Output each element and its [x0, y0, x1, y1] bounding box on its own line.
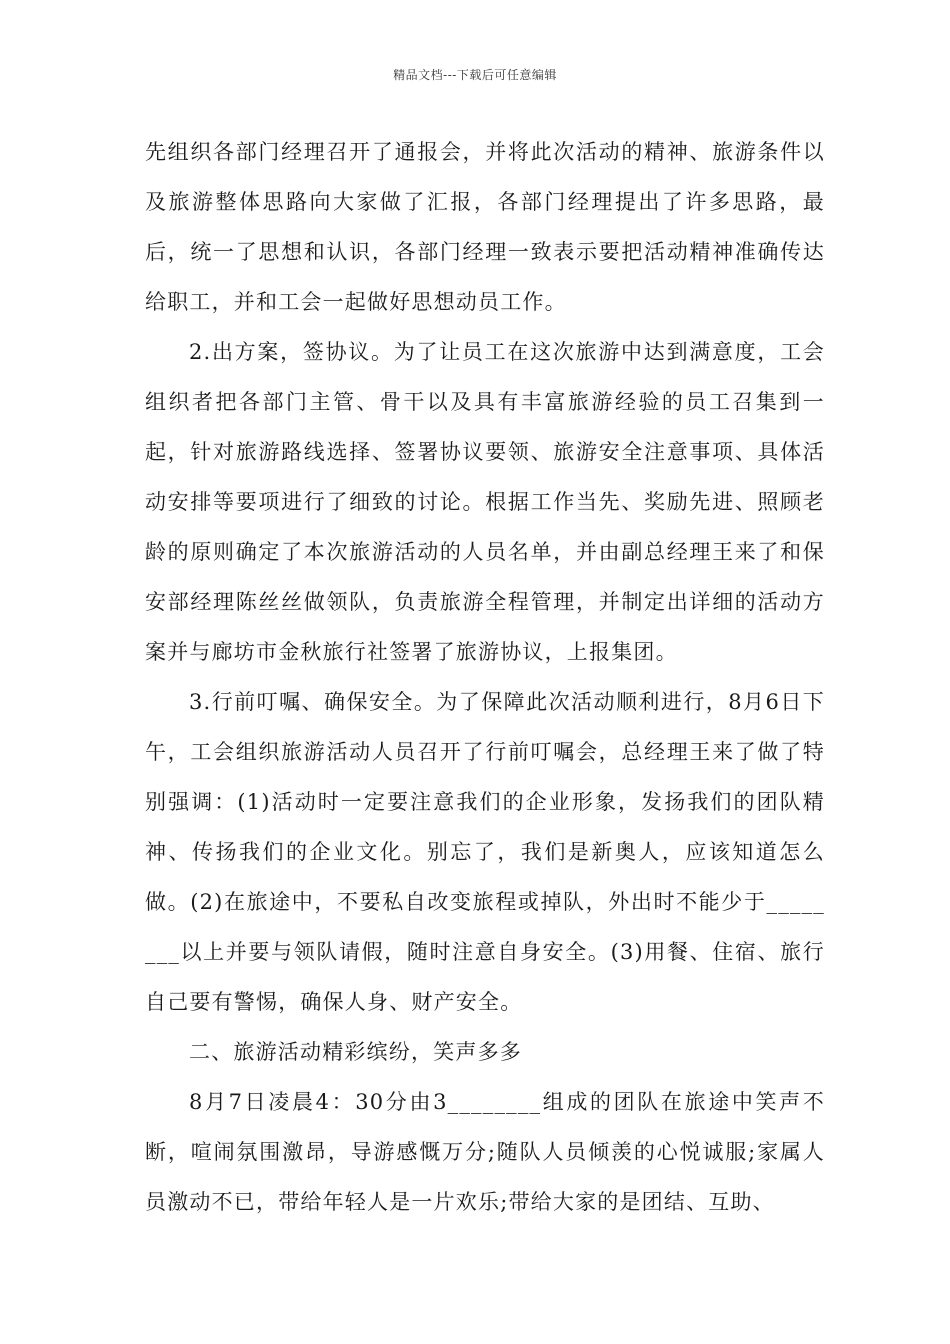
- page-header: 精品文档---下载后可任意编辑: [393, 68, 557, 82]
- paragraph-trip-start: 8月7日凌晨4：30分由3________组成的团队在旅途中笑声不断，喧闹氛围激昂，导游感慨万分;随队人员倾羡的心悦诚服;家属人员激动不已，带给年轻人是一片欢乐;带给大家的是团结、互助、: [145, 1090, 825, 1214]
- paragraph-continuation: 先组织各部门经理召开了通报会，并将此次活动的精神、旅游条件以及旅游整体思路向大家做了汇报，各部门经理提出了许多思路，最后，统一了思想和认识，各部门经理一致表示要把活动精神准确传达给职工，并和工会一起做好思想动员工作。: [145, 140, 825, 314]
- document-body: [145, 127, 825, 1227]
- section-heading: 二、旅游活动精彩缤纷，笑声多多: [189, 1040, 522, 1064]
- paragraph-plan-agreement: 2.出方案，签协议。为了让员工在这次旅游中达到满意度，工会组织者把各部门主管、骨干以及具有丰富旅游经验的员工召集到一起，针对旅游路线选择、签署协议要领、旅游安全注意事项、具体活动安排等要项进行了细致的讨论。根据工作当先、奖励先进、照顾老龄的原则确定了本次旅游活动的人员名单，并由副总经理王来了和保安部经理陈丝丝做领队，负责旅游全程管理，并制定出详细的活动方案并与廊坊市金秋旅行社签署了旅游协议，上报集团。: [145, 340, 825, 664]
- paragraph-safety-briefing: 3.行前叮嘱、确保安全。为了保障此次活动顺利进行，8月6日下午，工会组织旅游活动人员召开了行前叮嘱会，总经理王来了做了特别强调：(1)活动时一定要注意我们的企业形象，发扬我们的团队精神、传扬我们的企业文化。别忘了，我们是新奥人，应该知道怎么做。(2)在旅途中，不要私自改变旅程或掉队，外出时不能少于________以上并要与领队请假，随时注意自身安全。(3)用餐、住宿、旅行自己要有警惕，确保人身、财产安全。: [145, 690, 825, 1014]
